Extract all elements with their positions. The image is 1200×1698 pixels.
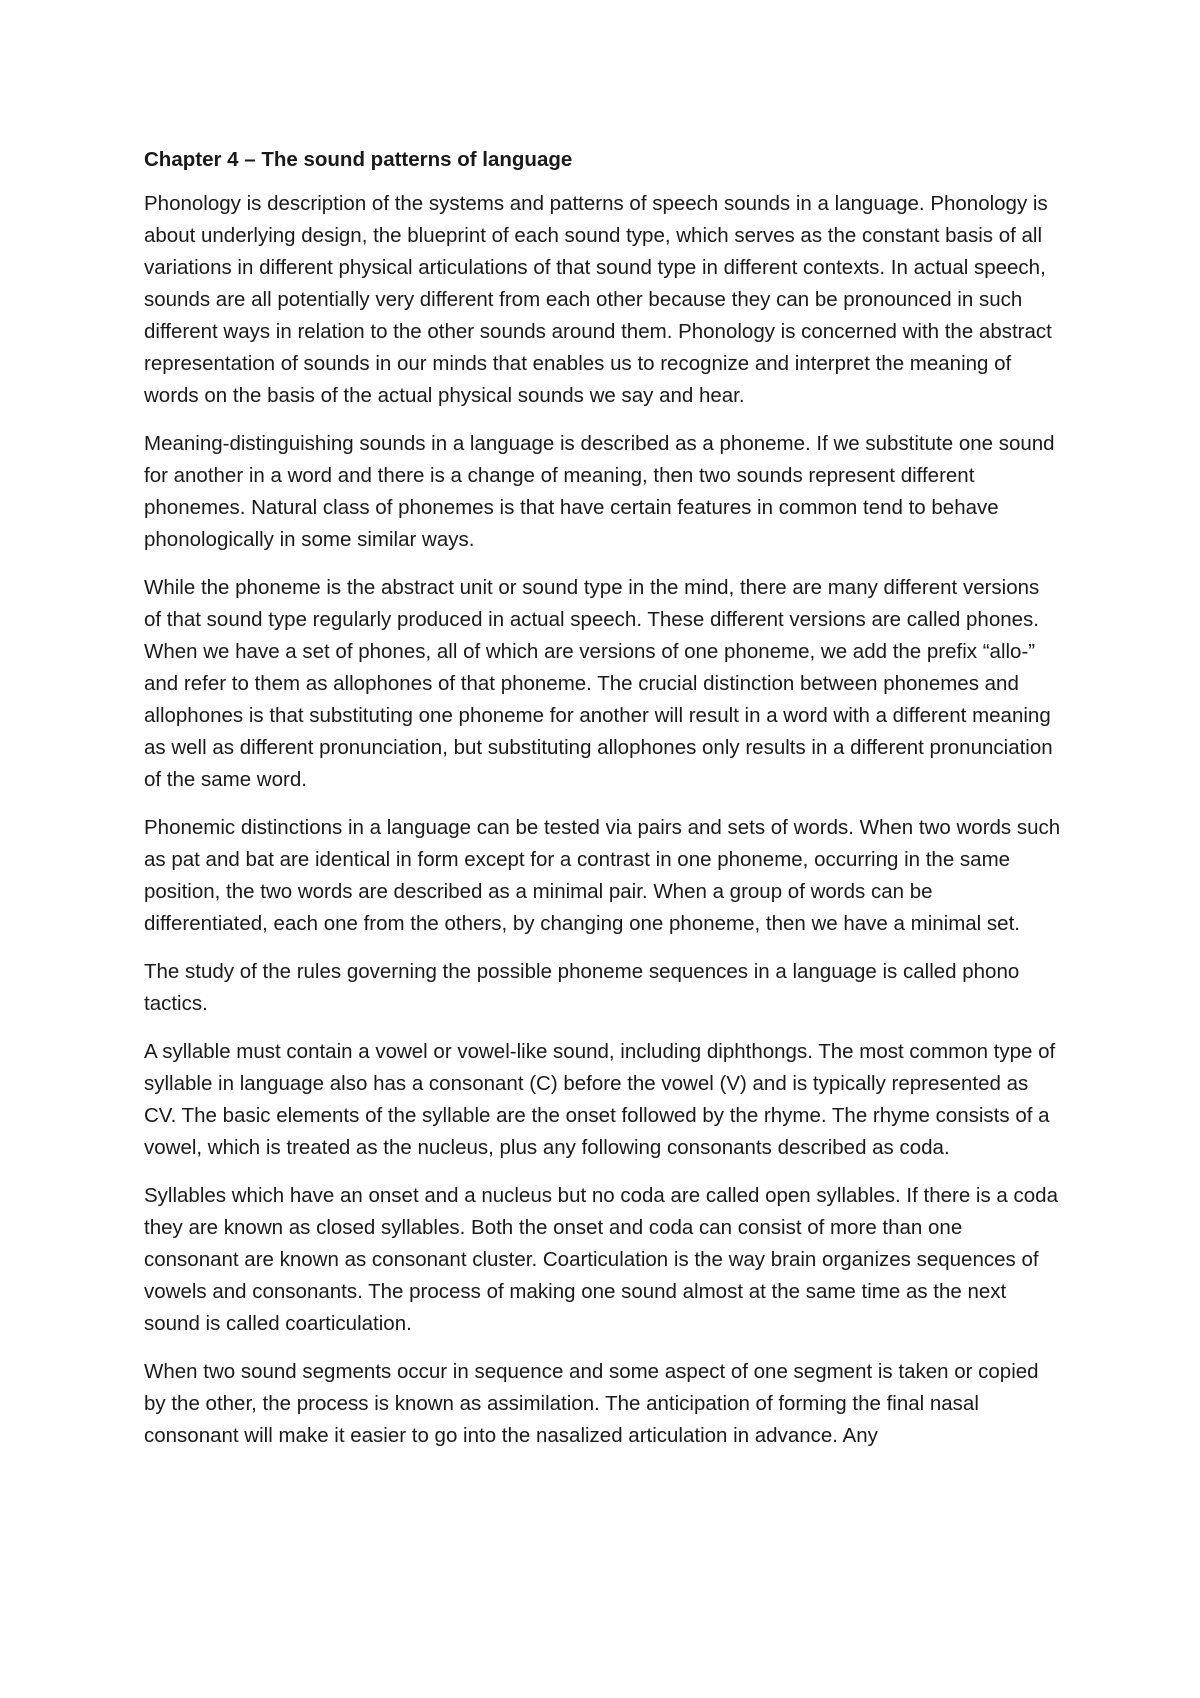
paragraph-assimilation: When two sound segments occur in sequence and some aspect of one segment is taken or copied by the other, the process is known as assimilation. The anticipation of forming the final nasal consonant will make it easier to go into the nasalized articulation in advance. Any: [144, 1360, 1039, 1447]
paragraph-minimal-pairs: Phonemic distinctions in a language can be tested via pairs and sets of words. When two words such as pat and bat are identical in form except for a contrast in one phoneme, occurring in the same position, the two words are described as a minimal pair. When a group of words can be differentiated, each one from the others, by changing one phoneme, then we have a minimal set.: [144, 816, 1061, 935]
paragraph-phonotactics: The study of the rules governing the possible phoneme sequences in a language is called phono tactics.: [144, 960, 1020, 1015]
paragraph-phoneme: Meaning-distinguishing sounds in a language is described as a phoneme. If we substitute one sound for another in a word and there is a change of meaning, then two sounds represent different phonemes. Natural class of phonemes is that have certain features in common tend to behave phonologically in some similar ways.: [144, 432, 1055, 551]
paragraph-allophones: While the phoneme is the abstract unit or sound type in the mind, there are many different versions of that sound type regularly produced in actual speech. These different versions are called phones. When we have a set of phones, all of which are versions of one phoneme, we add the prefix “allo-” and refer to them as allophones of that phoneme. The crucial distinction between phonemes and allophones is that substituting one phoneme for another will result in a word with a different meaning as well as different pronunciation, but substituting allophones only results in a different pronunciation of the same word.: [144, 576, 1053, 791]
chapter-heading: Chapter 4 – The sound patterns of language: [144, 148, 573, 171]
document-body: [144, 144, 1062, 1468]
paragraph-open-closed-syllables: Syllables which have an onset and a nucleus but no coda are called open syllables. If there is a coda they are known as closed syllables. Both the onset and coda can consist of more than one consonant are known as consonant cluster. Coarticulation is the way brain organizes sequences of vowels and consonants. The process of making one sound almost at the same time as the next sound is called coarticulation.: [144, 1184, 1058, 1335]
paragraph-phonology: Phonology is description of the systems and patterns of speech sounds in a language. Phonology is about underlying design, the blueprint of each sound type, which serves as the constant basis of all variations in different physical articulations of that sound type in different contexts. In actual speech, sounds are all potentially very different from each other because they can be pronounced in such different ways in relation to the other sounds around them. Phonology is concerned with the abstract representation of sounds in our minds that enables us to recognize and interpret the meaning of words on the basis of the actual physical sounds we say and hear.: [144, 192, 1052, 407]
paragraph-syllable: A syllable must contain a vowel or vowel-like sound, including diphthongs. The most common type of syllable in language also has a consonant (C) before the vowel (V) and is typically represented as CV. The basic elements of the syllable are the onset followed by the rhyme. The rhyme consists of a vowel, which is treated as the nucleus, plus any following consonants described as coda.: [144, 1040, 1056, 1159]
